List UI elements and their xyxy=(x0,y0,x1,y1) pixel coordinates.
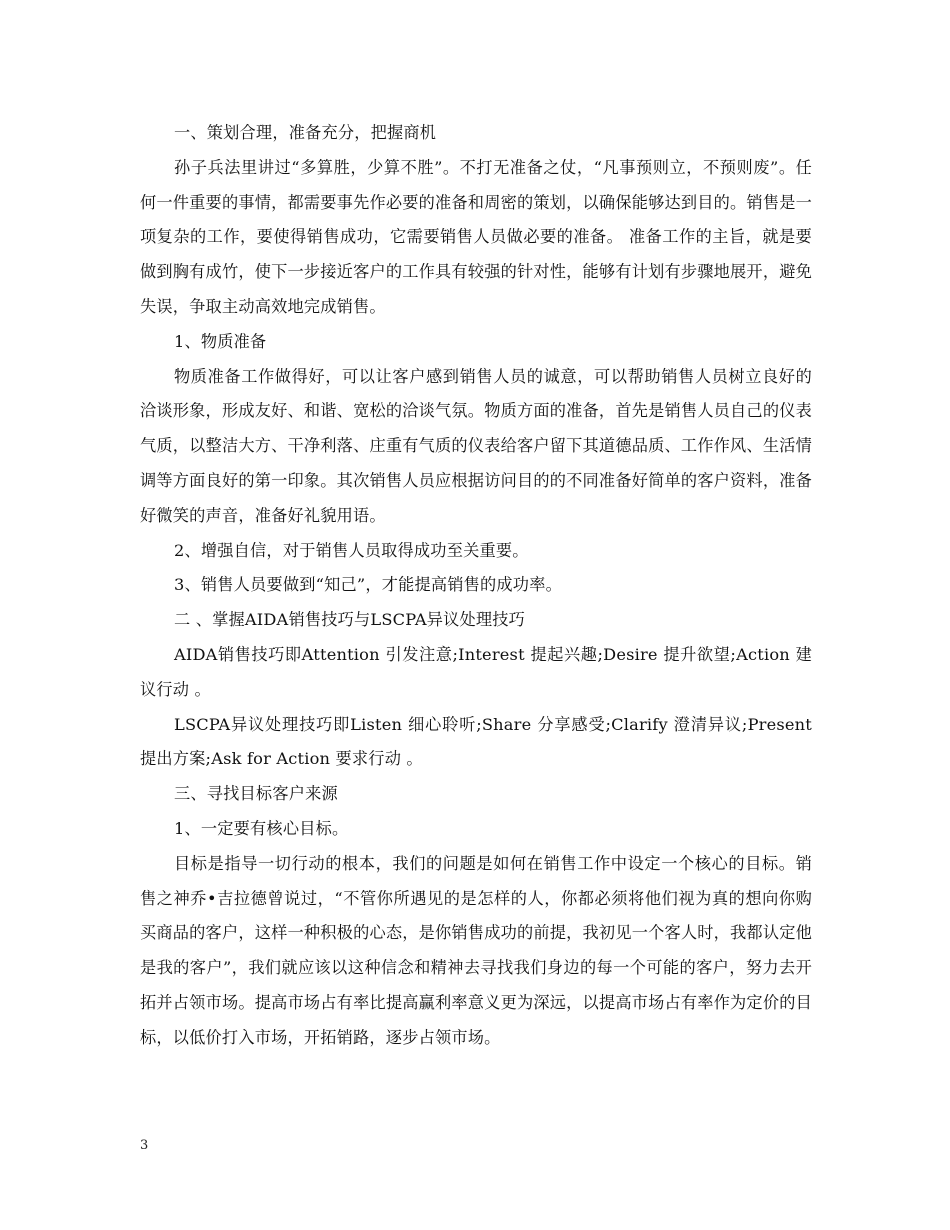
subsection-heading: 3、销售人员要做到“知己”，才能提高销售的成功率。 xyxy=(174,575,562,595)
section-heading-2: 二 、掌握AIDA销售技巧与LSCPA异议处理技巧 xyxy=(174,610,526,630)
page-number: 3 xyxy=(140,1138,149,1153)
body-paragraph: 物质准备工作做得好，可以让客户感到销售人员的诚意，可以帮助销售人员树立良好的洽谈形象，形成友好、和谐、宽松的洽谈气氛。物质方面的准备，首先是销售人员自己的仪表气质，以整洁大方、干净利落、庄重有气质的仪表给客户留下其道德品质、工作作风、生活情调等方面良好的第一印象。其次销售人员应根据访问目的的不同准备好简单的客户资料，准备好微笑的声音，准备好礼貌用语。 xyxy=(140,366,812,525)
subsection-heading: 1、一定要有核心目标。 xyxy=(174,818,349,838)
body-paragraph: 孙子兵法里讲过“多算胜，少算不胜”。不打无准备之仗，“凡事预则立，不预则废”。任何一件重要的事情，都需要事先作必要的准备和周密的策划，以确保能够达到目的。销售是一项复杂的工作，要使得销售成功，它需要销售人员做必要的准备。 准备工作的主旨，就是要做到胸有成竹，使下一步接近客户的工作具有较强的针对性，能够有计划有步骤地展开，避免失误，争取主动高效地完成销售。 xyxy=(140,157,812,316)
body-paragraph: 目标是指导一切行动的根本，我们的问题是如何在销售工作中设定一个核心的目标。销售之神乔•吉拉德曾说过，“不管你所遇见的是怎样的人，你都必须将他们视为真的想向你购买商品的客户，这样一种积极的心态，是你销售成功的前提，我初见一个客人时，我都认定他是我的客户”，我们就应该以这种信念和精神去寻找我们身边的每一个可能的客户，努力去开拓并占领市场。提高市场占有率比提高赢利率意义更为深远，以提高市场占有率作为定价的目标，以低价打入市场，开拓销路，逐步占领市场。 xyxy=(140,853,812,1047)
section-heading-1: 一、策划合理，准备充分，把握商机 xyxy=(174,123,437,142)
subsection-heading: 2、增强自信，对于销售人员取得成功至关重要。 xyxy=(174,540,529,560)
body-paragraph: LSCPA异议处理技巧即Listen 细心聆听;Share 分享感受;Clarify 澄清异议;Present 提出方案;Ask for Action 要求行动 。 xyxy=(140,714,812,769)
document-body xyxy=(140,116,812,1056)
section-heading-3: 三、寻找目标客户来源 xyxy=(174,784,338,804)
body-paragraph: AIDA销售技巧即Attention 引发注意;Interest 提起兴趣;Desire 提升欲望;Action 建议行动 。 xyxy=(140,644,812,699)
subsection-heading: 1、物质准备 xyxy=(174,331,267,351)
